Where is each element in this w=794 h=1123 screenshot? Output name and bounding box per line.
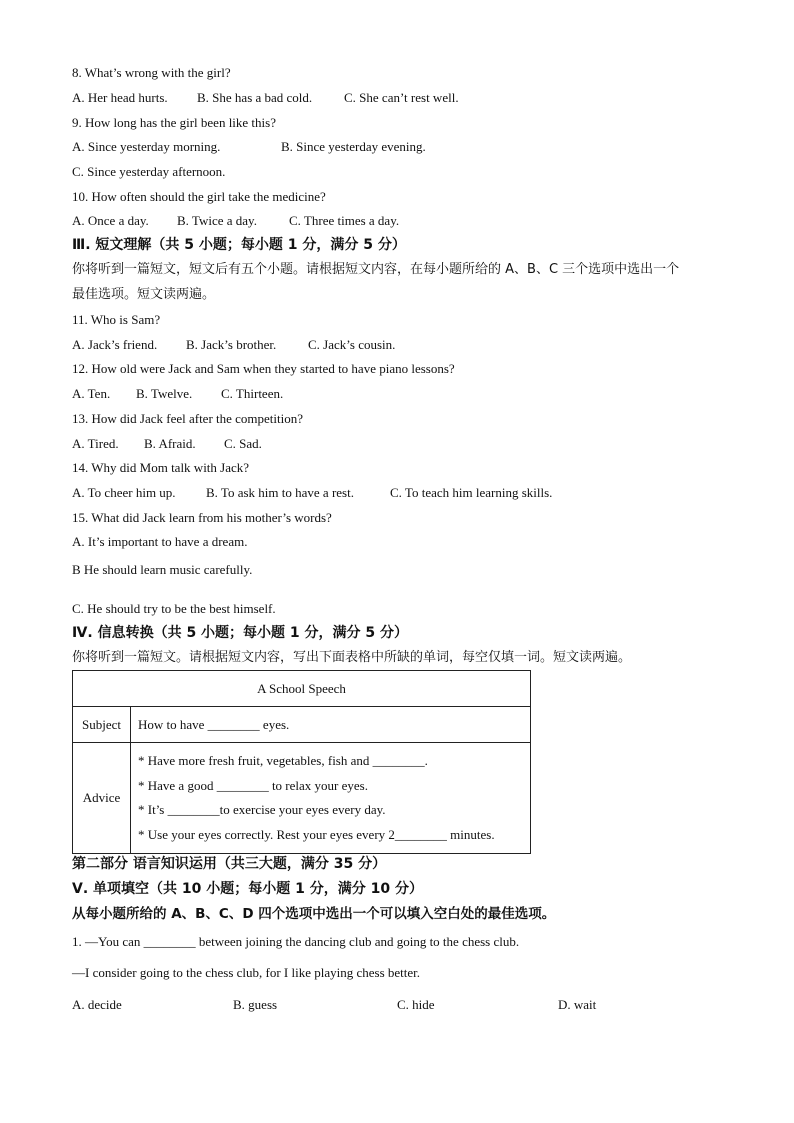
option-d: D. wait — [558, 997, 597, 1012]
option-b: B. guess — [233, 997, 278, 1012]
info-table — [72, 670, 531, 854]
option-b: B. Twice a day. — [177, 213, 257, 228]
option-b: B. Afraid. — [144, 436, 196, 451]
question-10-options — [72, 213, 399, 229]
section-5-instruction: 从每小题所给的 A、B、C、D 四个选项中选出一个可以填入空白处的最佳选项。 — [72, 906, 556, 922]
option-c: C. To teach him learning skills. — [390, 485, 553, 500]
advice-cell — [131, 743, 531, 854]
advice-label: Advice — [73, 743, 131, 854]
option-c: C. hide — [397, 997, 435, 1012]
option-c: C. Jack’s cousin. — [308, 337, 396, 352]
option-a: A. Her head hurts. — [72, 90, 168, 105]
advice-item: * It’s ________to exercise your eyes every day. — [138, 802, 386, 817]
subject-label: Subject — [73, 707, 131, 743]
advice-item: * Have a good ________ to relax your eyes. — [138, 777, 368, 793]
option-a: A. Jack’s friend. — [72, 337, 158, 352]
question-13-options — [72, 436, 262, 452]
table-title: A School Speech — [73, 671, 531, 707]
question-15: 15. What did Jack learn from his mother’s words? — [72, 510, 332, 525]
question-8: 8. What’s wrong with the girl? — [72, 65, 231, 80]
option-c: C. Thirteen. — [221, 386, 284, 401]
section-4-heading: Ⅳ. 信息转换（共 5 小题；每小题 1 分，满分 5 分） — [72, 625, 409, 641]
section-4-instruction: 你将听到一篇短文。请根据短文内容，写出下面表格中所缺的单词，每空仅填一词。短文读两遍。 — [72, 650, 632, 665]
option-b: B. Since yesterday evening. — [281, 139, 426, 154]
subject-text: How to have ________ eyes. — [131, 707, 531, 743]
option-b: B. Jack’s brother. — [186, 337, 277, 352]
question-14-options — [72, 485, 552, 501]
advice-item: * Have more fresh fruit, vegetables, fish and ________. — [138, 753, 428, 768]
section-3-instruction-line2: 最佳选项。短文读两遍。 — [72, 287, 216, 302]
section-5-heading: Ⅴ. 单项填空（共 10 小题；每小题 1 分，满分 10 分） — [72, 881, 423, 897]
option-a: A. Ten. — [72, 386, 111, 401]
part-2-heading: 第二部分 语言知识运用（共三大题，满分 35 分） — [72, 856, 387, 872]
question-1-line2: —I consider going to the chess club, for I like playing chess better. — [72, 965, 421, 980]
question-9: 9. How long has the girl been like this? — [72, 115, 276, 130]
option-c: C. Sad. — [224, 436, 262, 451]
question-15-option-c: C. He should try to be the best himself. — [72, 601, 276, 616]
option-a: A. decide — [72, 997, 122, 1012]
question-13: 13. How did Jack feel after the competition? — [72, 411, 304, 426]
advice-item: * Use your eyes correctly. Rest your eyes every 2________ minutes. — [138, 826, 495, 842]
section-3-instruction-line1: 你将听到一篇短文，短文后有五个小题。请根据短文内容，在每小题所给的 A、B、C 三个选项中选出一个 — [72, 262, 680, 277]
option-a: A. To cheer him up. — [72, 485, 176, 500]
question-15-option-b: B He should learn music carefully. — [72, 562, 253, 577]
option-a: A. Since yesterday morning. — [72, 139, 221, 154]
section-3-heading: Ⅲ. 短文理解（共 5 小题；每小题 1 分，满分 5 分） — [72, 237, 406, 253]
option-a: A. Tired. — [72, 436, 119, 451]
option-c: C. She can’t rest well. — [344, 90, 459, 105]
question-11: 11. Who is Sam? — [72, 312, 161, 327]
question-12-options — [72, 386, 283, 402]
question-10: 10. How often should the girl take the medicine? — [72, 189, 326, 204]
question-1-line1: 1. —You can ________ between joining the dancing club and going to the chess club. — [72, 934, 520, 949]
option-b: B. To ask him to have a rest. — [206, 485, 354, 500]
option-a: A. Once a day. — [72, 213, 149, 228]
option-b: B. She has a bad cold. — [197, 90, 313, 105]
question-9-option-c: C. Since yesterday afternoon. — [72, 164, 226, 179]
question-9-options — [72, 139, 426, 155]
option-c: C. Three times a day. — [289, 213, 400, 228]
question-11-options — [72, 337, 395, 353]
question-12: 12. How old were Jack and Sam when they started to have piano lessons? — [72, 361, 455, 376]
question-14: 14. Why did Mom talk with Jack? — [72, 460, 250, 475]
option-b: B. Twelve. — [136, 386, 193, 401]
question-1-options — [72, 997, 596, 1013]
question-8-options — [72, 90, 459, 106]
question-15-option-a: A. It’s important to have a dream. — [72, 534, 248, 549]
